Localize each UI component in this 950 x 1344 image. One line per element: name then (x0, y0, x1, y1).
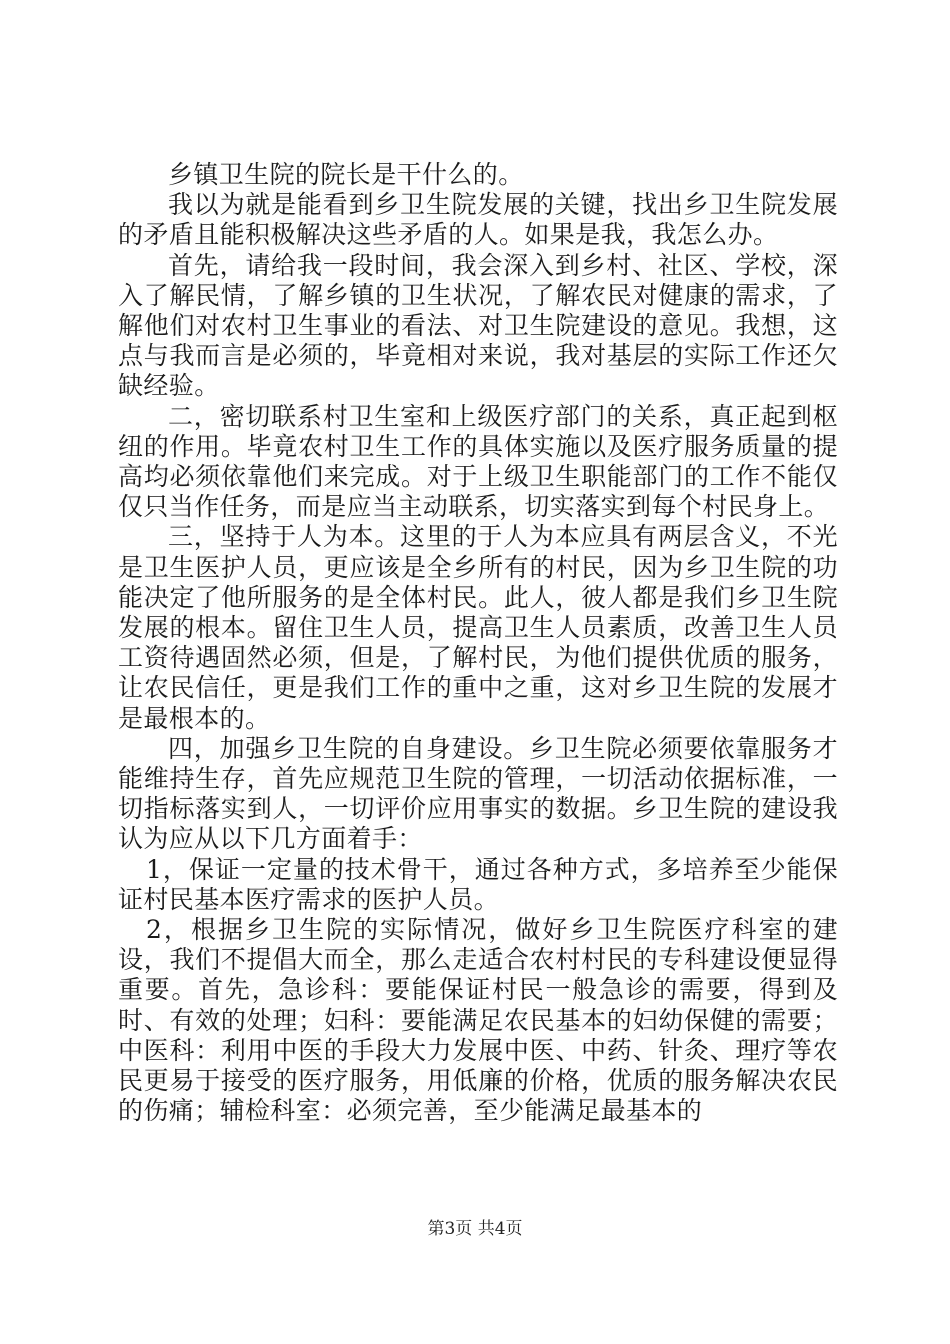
paragraph-list-item-2: 2，根据乡卫生院的实际情况，做好乡卫生院医疗科室的建设，我们不提倡大而全，那么走适合农村村民的专科建设便显得重要。首先，急诊科：要能保证村民一般急诊的需要，得到及时、有效的处理；妇科：要能满足农民基本的妇幼保健的需要；中医科：利用中医的手段大力发展中医、中药、针灸、理疗等农民更易于接受的医疗服务，用低廉的价格，优质的服务解决农民的伤痛；辅检科室：必须完善，至少能满足最基本的 (118, 915, 838, 1126)
page-number-footer: 第3页 共4页 (427, 1219, 523, 1239)
paragraph-third-point: 三，坚持于人为本。这里的于人为本应具有两层含义，不光是卫生医护人员，更应该是全乡所有的村民，因为乡卫生院的功能决定了他所服务的是全体村民。此人，彼人都是我们乡卫生院发展的根本。留住卫生人员，提高卫生人员素质，改善卫生人员工资待遇固然必须，但是，了解村民，为他们提供优质的服务，让农民信任，更是我们工作的重中之重，这对乡卫生院的发展才是最根本的。 (118, 522, 838, 733)
document-body (118, 160, 838, 1127)
paragraph-list-item-1: 1，保证一定量的技术骨干，通过各种方式，多培养至少能保证村民基本医疗需求的医护人员。 (118, 854, 838, 914)
paragraph-second-point: 二，密切联系村卫生室和上级医疗部门的关系，真正起到枢纽的作用。毕竟农村卫生工作的具体实施以及医疗服务质量的提高均必须依靠他们来完成。对于上级卫生职能部门的工作不能仅仅只当作任务，而是应当主动联系，切实落实到每个村民身上。 (118, 401, 838, 522)
paragraph-intro-question: 乡镇卫生院的院长是干什么的。 (168, 160, 524, 189)
paragraph-definition: 我以为就是能看到乡卫生院发展的关键，找出乡卫生院发展的矛盾且能积极解决这些矛盾的人。如果是我，我怎么办。 (118, 190, 838, 250)
paragraph-fourth-point: 四，加强乡卫生院的自身建设。乡卫生院必须要依靠服务才能维持生存，首先应规范卫生院的管理，一切活动依据标准，一切指标落实到人，一切评价应用事实的数据。乡卫生院的建设我认为应从以下几方面着手： (118, 733, 838, 854)
paragraph-first-point: 首先，请给我一段时间，我会深入到乡村、社区、学校，深入了解民情，了解乡镇的卫生状况，了解农民对健康的需求，了解他们对农村卫生事业的看法、对卫生院建设的意见。我想，这点与我而言是必须的，毕竟相对来说，我对基层的实际工作还欠缺经验。 (118, 250, 838, 401)
